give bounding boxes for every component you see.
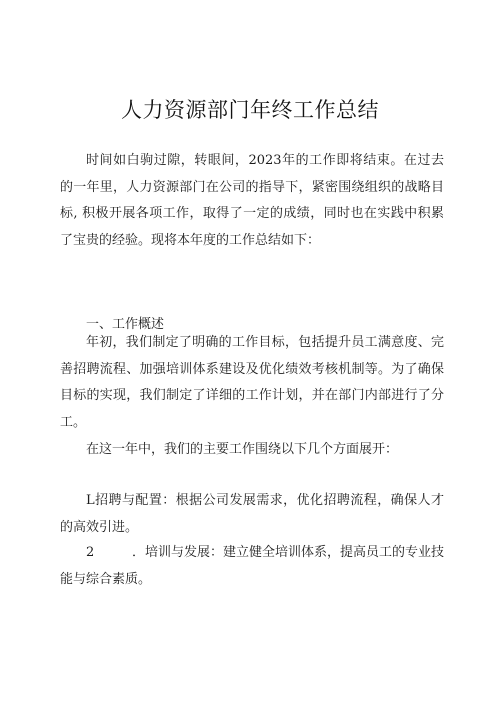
- document-title: 人力资源部门年终工作总结: [121, 98, 379, 122]
- main-work-paragraph: 在这一年中，我们的主要工作围绕以下几个方面展开：: [86, 442, 399, 457]
- list-item-training: [60, 540, 444, 593]
- section-heading: 一、工作概述: [86, 317, 165, 332]
- overview-paragraph: 年初，我们制定了明确的工作目标，包括提升员工满意度、完善招聘流程、加强培训体系建设及优化绩效考核机制等。为了确保目标的实现，我们制定了详细的工作计划，并在部门内部进行了分工。: [60, 335, 444, 430]
- list-item-text: ．培训与发展：建立健全培训体系，提高员工的专业技能与综合素质。: [60, 545, 445, 587]
- intro-paragraph: 时间如白驹过隙，转眼间，2023年的工作即将结束。在过去的一年里，人力资源部门在公司的指导下，紧密围绕组织的战略目标, 积极开展各项工作，取得了一定的成绩，同时也在实践中积累了宝贵的经验。现将本年度的工作总结如下：: [60, 153, 444, 248]
- list-item-number: 2: [86, 545, 95, 560]
- list-item-recruitment: L招聘与配置：根据公司发展需求，优化招聘流程，确保人才的高效引进。: [60, 493, 444, 535]
